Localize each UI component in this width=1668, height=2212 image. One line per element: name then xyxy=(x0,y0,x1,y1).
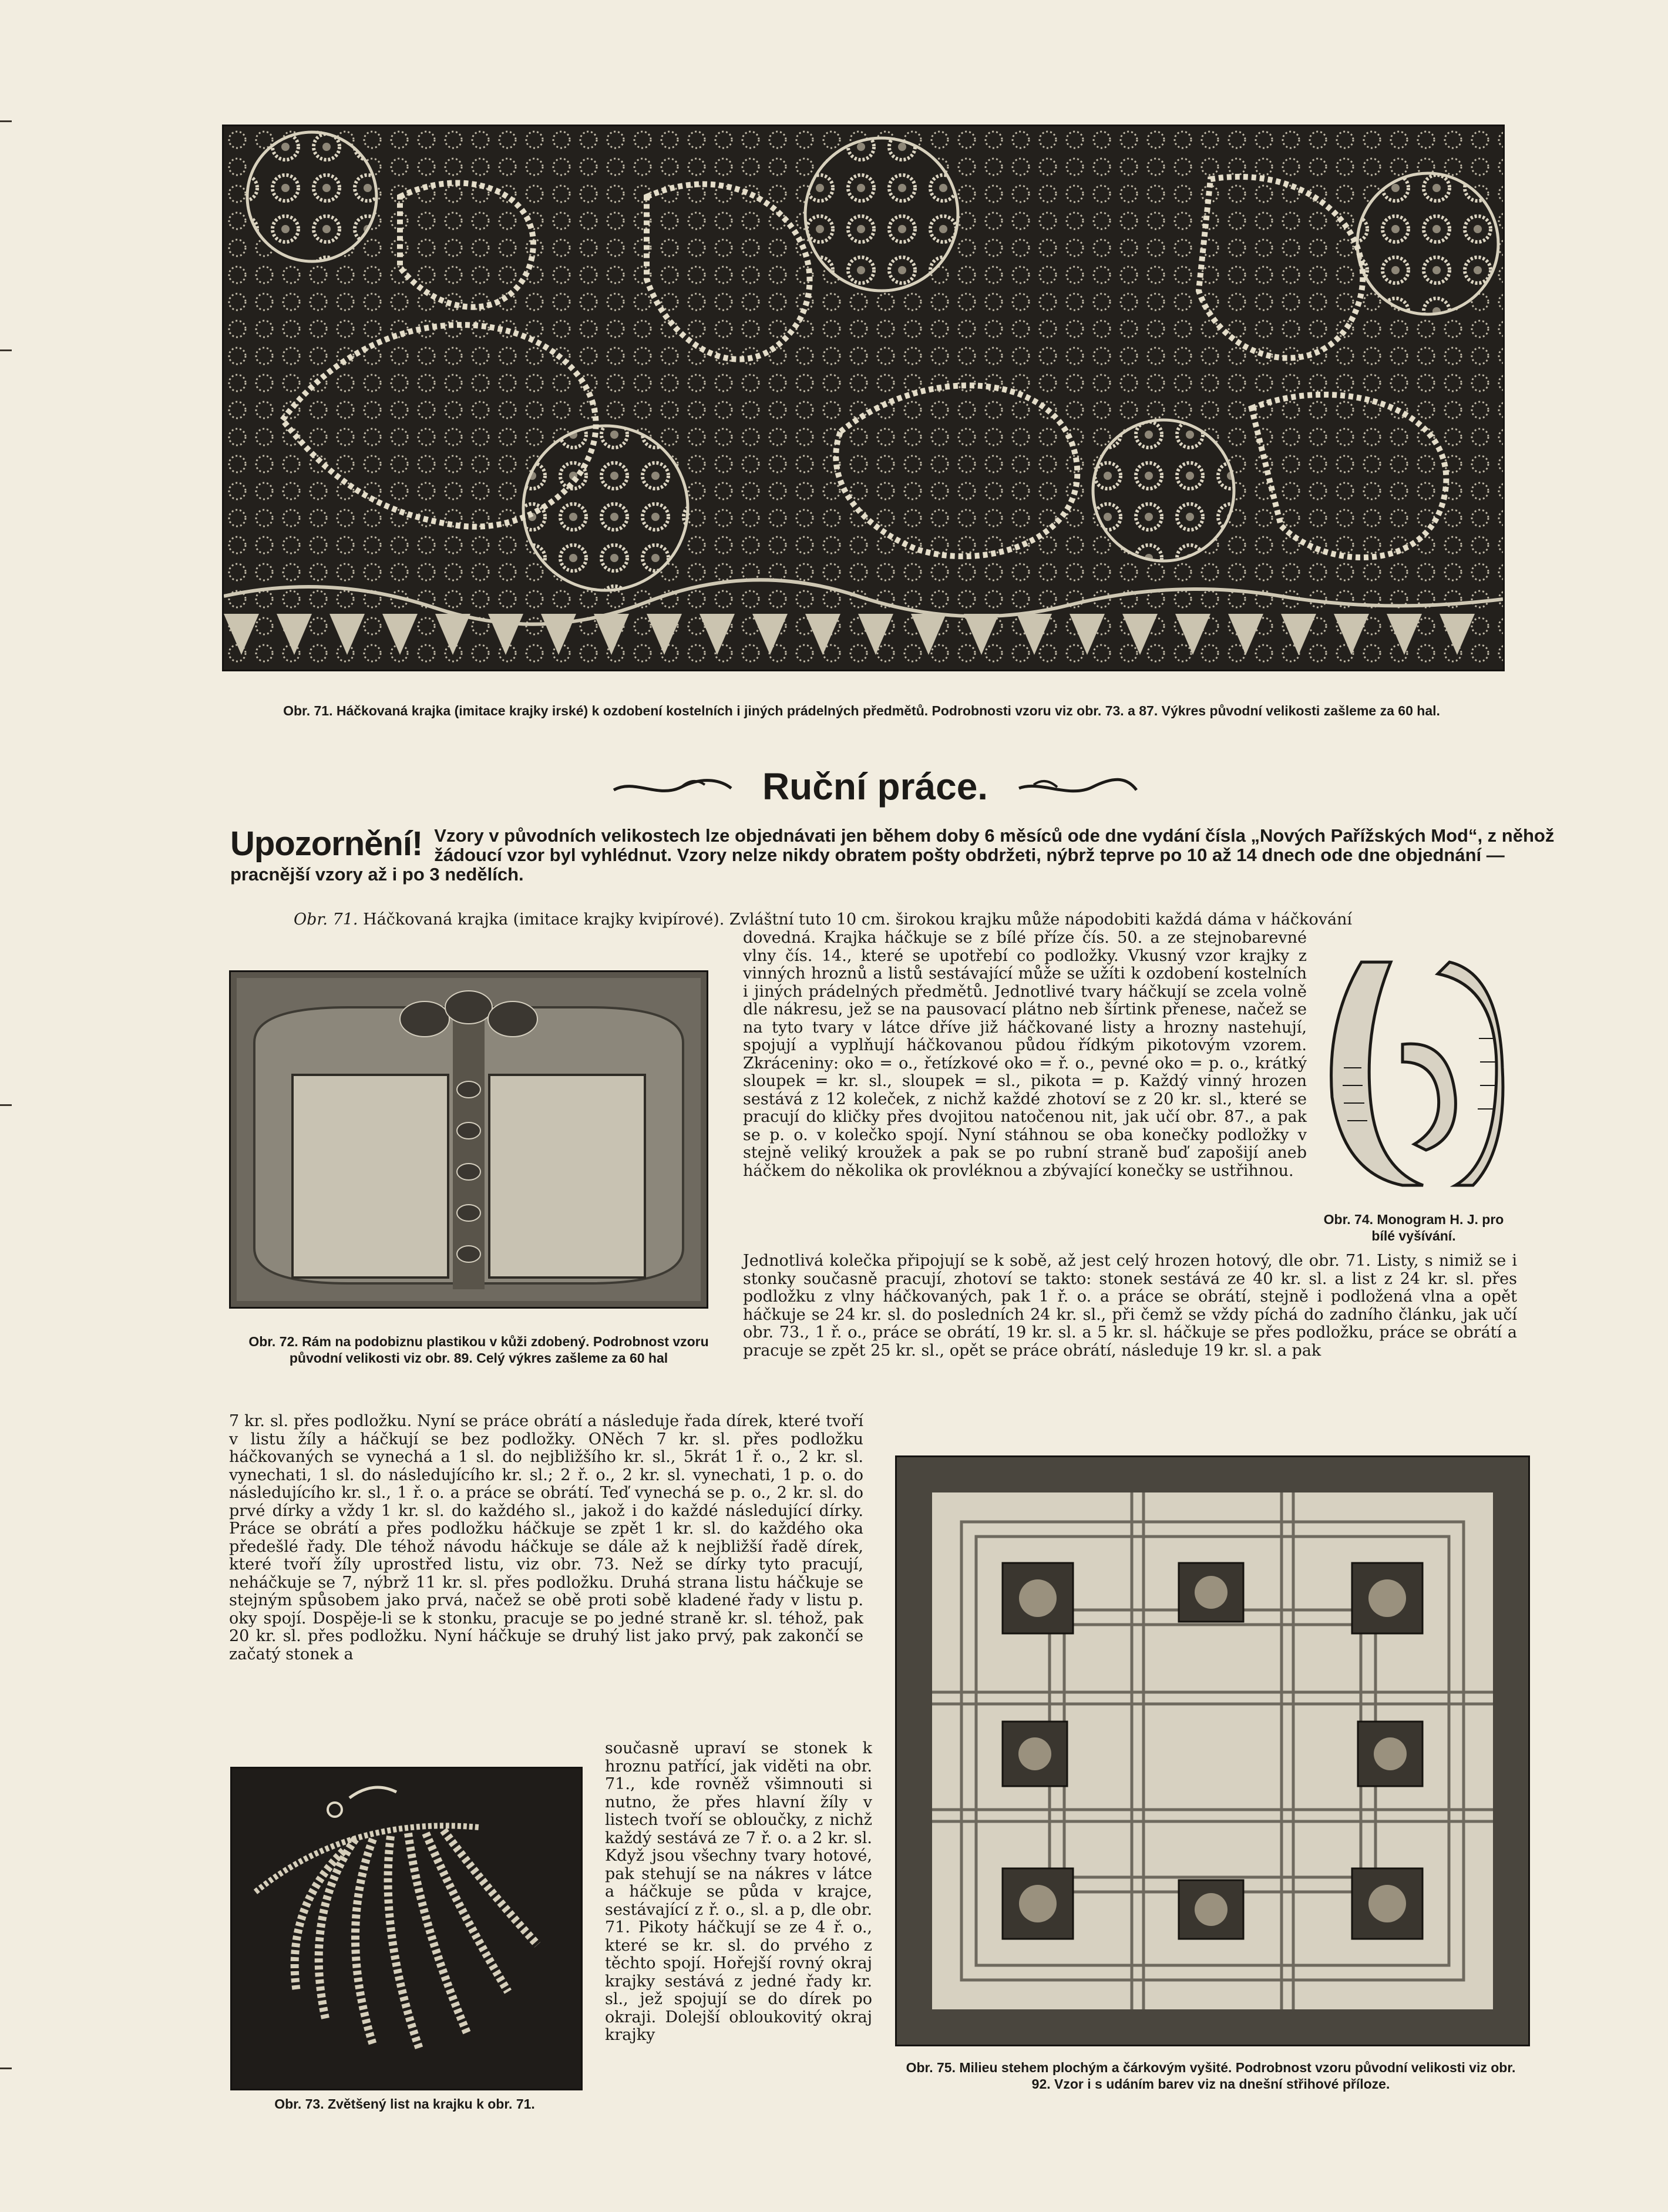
left-ornament-icon xyxy=(611,775,734,799)
article-wide-column: Jednotlivá kolečka připojují se k sobě, až jest celý hrozen hotový, dle obr. 71. Listy, s nimiž se i stonky současně pracují, zhotoví se takto: stonek sestává ze 40 kr. sl. a list z 24 kr. sl. přes podložku z vlny háčkovaných, pak 1 ř. o. a práce se obrátí, stejně i podložená vlna a opět háčkuje se 24 kr. sl. do posledních 24 kr. sl., při čemž se vždy píchá do zadního článku, jak učí obr. 73., 1 ř. o., práce se obrátí, 19 kr. sl. a 5 kr. sl. háčkuje se přes podložku, práce se obrátí a pracuje se zpět 25 kr. sl., opět se práce obrátí, následuje 19 kr. sl. a pak xyxy=(743,1252,1517,1360)
figure-74-caption: Obr. 74. Monogram H. J. pro bílé vyšívání. xyxy=(1323,1212,1504,1243)
frame-drawing xyxy=(231,972,707,1307)
article-narrow-column: současně upraví se stonek k hroznu patřící, jak viděti na obr. 71., kde rovněž všimnouti si nutno, že přes hlavní žíly v listech tvoří se obloučky, z nichž každý sestává ze 7 ř. o. a 2 kr. sl. Když jsou všechny tvary hotové, pak stehují se na nákres v látce a háčkuje se půda v krajce, sestávající z ř. o., sl. a p, dle obr. 71. Pikoty háčkují se ze 4 ř. o., které se kr. sl. do prvého z těchto spojí. Hořejší rovný okraj krajky sestává z jedné řady kr. sl., jež spojují se do dírek po okraji. Dolejší obloukovitý okraj krajky xyxy=(605,1739,872,2044)
figure-75-milieu-image xyxy=(895,1455,1530,2046)
lace-pattern xyxy=(224,126,1503,670)
monogram-drawing xyxy=(1320,950,1507,1197)
figure-73-caption: Obr. 73. Zvětšený list na krajku k obr. 71. xyxy=(274,2096,535,2112)
leaf-drawing xyxy=(232,1769,581,2089)
notice-label: Upozornění! xyxy=(230,825,423,863)
article-middle-column: dovedná. Krajka háčkuje se z bílé příze čís. 50. a ze stejnobarevné vlny čís. 14., které se upotřebí co podložky. Vkusný vzor krajky z vinných hroznů a listů sestávající může se užíti k ozdobení kostelních i jiných prádelných předmětů. Jednotlivé tvary háčkují se zcela volně dle nákresu, jež se na pausovací plátno neb šírtink přenese, načež se na tyto tvary v látce dříve již háčkované listy a hrozny nastehují, spojují a vyplňují háčkovanou půdou řídkým pikotovým vzorem. Zkráceniny: oko = o., řetízkové oko = ř. o., pevné oko = p. o., krátký sloupek = kr. sl., sloupek = sl., pikota = p. Každý vinný hrozen sestává z 12 koleček, z nichž každé zhotoví se z 20 kr. sl., které se pracují do kličky přes dvojitou natočenou nit, jak učí obr. 87., a pak se p. o. v kolečko spojí. Nyní stáhnou se oba konečky podložky v stejně veliký kroužek a pak se po rubní straně buď zapošijí aneb háčkem do několika ok provléknou a zbývající konečky se ustřihnou. xyxy=(743,929,1307,1180)
obr-reference: Obr. 71. xyxy=(294,910,358,929)
right-ornament-icon xyxy=(1016,775,1139,799)
article-intro xyxy=(294,911,1556,929)
section-title-block xyxy=(611,760,1139,813)
figure-73-leaf-image xyxy=(230,1767,583,2090)
margin-mark xyxy=(0,349,12,351)
milieu-drawing xyxy=(897,1457,1528,2045)
margin-mark xyxy=(0,120,12,122)
figure-72-caption: Obr. 72. Rám na podobiznu plastikou v kůži zdobený. Podrobnost vzoru původní velikosti viz obr. 89. Celý výkres zašleme za 60 hal xyxy=(248,1334,709,1366)
section-title: Ruční práce. xyxy=(762,765,988,808)
figure-71-lace-image xyxy=(222,125,1505,671)
intro-text: Háčkovaná krajka (imitace krajky kvipírové). Zvláštní tuto 10 cm. širokou krajku může nápodobiti každá dáma v háčkování xyxy=(363,910,1353,929)
figure-75-caption: Obr. 75. Milieu stehem plochým a čárkovým vyšité. Podrobnost vzoru původní velikosti viz obr. 92. Vzor i s udáním barev viz na dnešní střihové příloze. xyxy=(906,2060,1516,2092)
margin-mark xyxy=(0,2068,12,2069)
margin-mark xyxy=(0,1104,12,1106)
figure-72-frame-image xyxy=(229,970,708,1309)
notice-text: Vzory v původních velikostech lze objednávati jen během doby 6 měsíců ode dne vydání čísla „Nových Pařížských Mod“, z něhož žádoucí vzor byl vyhlédnut. Vzory nelze nikdy obratem pošty obdržeti, nýbrž teprve po 10 až 14 dnech ode dne objednání — pracnější vzory až i po 3 nedělích. xyxy=(230,825,1555,885)
figure-71-caption: Obr. 71. Háčkovaná krajka (imitace krajky irské) k ozdobení kostelních i jiných prádelných předmětů. Podrobnosti vzoru viz obr. 73. a 87. Výkres původní velikosti zašleme za 60 hal. xyxy=(283,703,1440,718)
figure-74-monogram-image xyxy=(1320,950,1507,1197)
article-left-column: 7 kr. sl. přes podložku. Nyní se práce obrátí a následuje řada dírek, které tvoří v listu žíly a háčkují se bez podložky. ONěch 7 kr. sl. přes podložku háčkovaných se vynechá a 1 sl. do nejbližšího kr. sl., 5krát 1 ř. o., 2 kr. sl. vynechati, 1 sl. do následujícího kr. sl.; 2 ř. o., 2 kr. sl. vynechati, 1 p. o. do následujícího kr. sl., 1 ř. o. a práce se obrátí. Teď vynechá se p. o., 2 kr. sl. do prvé dírky a vždy 1 kr. sl. do každého sl., jakož i do každé následující dírky. Práce se obrátí a přes podložku háčkuje se zpět 1 kr. sl. do každého oka předešlé řady. Dle téhož návodu háčkuje se dále až k nejbližší řadě dírek, které tvoří žíly uprostřed listu, viz obr. 73. Než se dírky tyto pracují, neháčkuje se 7, nýbrž 11 kr. sl. přes podložku. Druhá strana listu háčkuje se stejným spůsobem jako prvá, načež se obě proti sobě kladené řady v listu p. oky spojí. Dospěje-li se k stonku, pracuje se po jedné straně kr. sl. téhož, pak 20 kr. sl. přes podložku. Nyní háčkuje se druhý list jako prvý, pak zakončí se začatý stonek a xyxy=(229,1412,863,1663)
notice-block xyxy=(230,826,1558,884)
